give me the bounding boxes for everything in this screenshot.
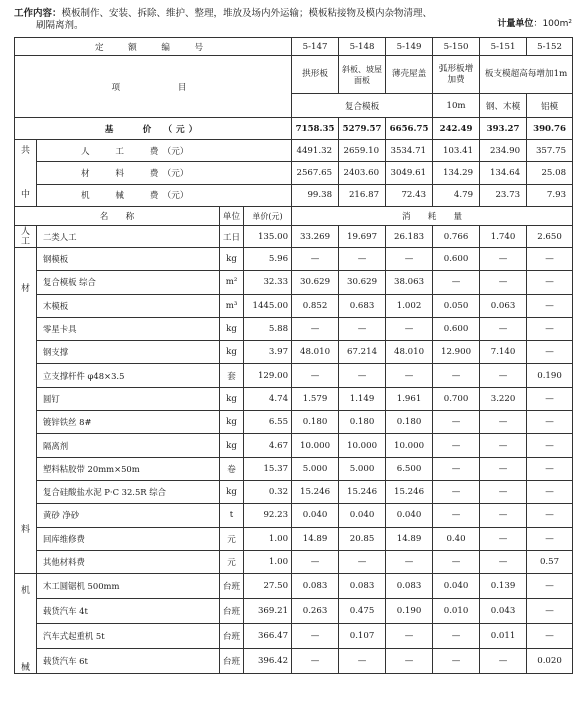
labor-row <box>15 226 573 248</box>
resource-unit: t <box>220 504 244 527</box>
resource-unit: 工日 <box>220 226 244 248</box>
consumption-value: — <box>433 649 480 674</box>
consumption-value: 0.139 <box>480 574 527 599</box>
resource-price: 3.97 <box>244 341 292 364</box>
cost-value: 357.75 <box>527 140 573 162</box>
base-price-label: 基 价 （元） <box>15 118 292 140</box>
category-char: 械 <box>20 663 30 674</box>
code-row <box>15 38 573 56</box>
cost-value: 72.43 <box>386 184 433 206</box>
code-cell: 5-148 <box>339 38 386 56</box>
resource-unit: kg <box>220 341 244 364</box>
spacer <box>17 162 34 184</box>
col-consume-header: 消 耗 量 <box>292 207 573 226</box>
resource-price: 135.00 <box>244 226 292 248</box>
resource-price: 32.33 <box>244 271 292 294</box>
resource-price: 4.74 <box>244 387 292 410</box>
consumption-value: 0.083 <box>292 574 339 599</box>
code-cell: 5-150 <box>433 38 480 56</box>
consumption-value: — <box>480 411 527 434</box>
resource-price: 1445.00 <box>244 294 292 317</box>
item-name: 弧形板增加费 <box>433 56 480 94</box>
materials-row <box>15 411 573 434</box>
resource-name: 木工圆锯机 500mm <box>37 574 220 599</box>
consumption-value: 0.600 <box>433 248 480 271</box>
consumption-value: — <box>480 364 527 387</box>
resource-price: 129.00 <box>244 364 292 387</box>
base-price: 6656.75 <box>386 118 433 140</box>
consumption-value: — <box>527 624 573 649</box>
base-price: 242.49 <box>433 118 480 140</box>
resource-price: 92.23 <box>244 504 292 527</box>
resource-unit: 卷 <box>220 457 244 480</box>
machines-category <box>15 574 37 674</box>
resource-unit: 台班 <box>220 649 244 674</box>
consumption-value: 1.961 <box>386 387 433 410</box>
consumption-value: — <box>433 550 480 573</box>
consumption-value: 30.629 <box>339 271 386 294</box>
consumption-value: 0.190 <box>386 599 433 624</box>
cost-value: 3534.71 <box>386 140 433 162</box>
resource-unit: m² <box>220 271 244 294</box>
resource-name: 载货汽车 4t <box>37 599 220 624</box>
consumption-value: 7.140 <box>480 341 527 364</box>
consumption-value: — <box>527 294 573 317</box>
materials-category <box>15 248 37 574</box>
materials-row <box>15 317 573 340</box>
cost-value: 7.93 <box>527 184 573 206</box>
consumption-value: — <box>527 527 573 550</box>
resource-name: 钢支撑 <box>37 341 220 364</box>
materials-row <box>15 248 573 271</box>
resource-name: 圆钉 <box>37 387 220 410</box>
unit-value: 100m² <box>542 19 572 29</box>
consumption-value: 5.000 <box>339 457 386 480</box>
consumption-value: 1.740 <box>480 226 527 248</box>
consumption-value: 26.183 <box>386 226 433 248</box>
resource-unit: 台班 <box>220 574 244 599</box>
item-name: 板支模超高每增加1m <box>480 56 573 94</box>
col-unit-header: 单位 <box>220 207 244 226</box>
cost-value: 2659.10 <box>339 140 386 162</box>
base-price: 393.27 <box>480 118 527 140</box>
resource-name: 隔离剂 <box>37 434 220 457</box>
consumption-value: 0.766 <box>433 226 480 248</box>
resource-name: 木模板 <box>37 294 220 317</box>
sub-10m: 10m <box>433 94 480 118</box>
machines-row <box>15 624 573 649</box>
materials-row <box>15 387 573 410</box>
resource-price: 1.00 <box>244 527 292 550</box>
consumption-value: 10.000 <box>339 434 386 457</box>
consumption-value: — <box>527 457 573 480</box>
resource-name: 复合硅酸盐水泥 P·C 32.5R 综合 <box>37 480 220 503</box>
cost-row <box>15 184 573 206</box>
item-name: 斜板、坡屋面板 <box>339 56 386 94</box>
consumption-value: — <box>433 411 480 434</box>
consumption-value: — <box>527 271 573 294</box>
resource-unit: kg <box>220 480 244 503</box>
materials-row <box>15 480 573 503</box>
consumption-value: 1.579 <box>292 387 339 410</box>
resource-header-row <box>15 207 573 226</box>
consumption-value: — <box>527 504 573 527</box>
consumption-value: 6.500 <box>386 457 433 480</box>
consumption-value: 48.010 <box>292 341 339 364</box>
col-price-header: 单价(元) <box>244 207 292 226</box>
resource-price: 0.32 <box>244 480 292 503</box>
materials-row <box>15 550 573 573</box>
consumption-value: 38.063 <box>386 271 433 294</box>
cost-value: 4.79 <box>433 184 480 206</box>
resource-unit: kg <box>220 434 244 457</box>
consumption-value: — <box>339 317 386 340</box>
consumption-value: — <box>480 271 527 294</box>
resource-name: 二类人工 <box>37 226 220 248</box>
consumption-value: — <box>527 411 573 434</box>
consumption-value: 0.011 <box>480 624 527 649</box>
consumption-value: 67.214 <box>339 341 386 364</box>
cost-value: 3049.61 <box>386 162 433 184</box>
consumption-value: — <box>527 387 573 410</box>
code-cell: 5-149 <box>386 38 433 56</box>
header <box>14 8 574 32</box>
colon: ： <box>52 8 62 19</box>
resource-price: 1.00 <box>244 550 292 573</box>
consumption-value: — <box>386 364 433 387</box>
consumption-value: — <box>386 649 433 674</box>
unit-label: 计量单位 <box>497 19 534 29</box>
consumption-value: — <box>292 624 339 649</box>
cost-value: 4491.32 <box>292 140 339 162</box>
materials-row <box>15 457 573 480</box>
resource-price: 15.37 <box>244 457 292 480</box>
cost-label: 人 工 费 （元） <box>37 140 292 162</box>
consumption-value: — <box>292 317 339 340</box>
code-cell: 5-147 <box>292 38 339 56</box>
resource-unit: 台班 <box>220 599 244 624</box>
of-which-char: 中 <box>20 190 30 200</box>
cost-row <box>15 140 573 162</box>
consumption-value: 10.000 <box>292 434 339 457</box>
quota-table <box>14 37 573 674</box>
consumption-value: 0.040 <box>386 504 433 527</box>
consumption-value: 0.040 <box>433 574 480 599</box>
consumption-value: 5.000 <box>292 457 339 480</box>
consumption-value: — <box>433 480 480 503</box>
resource-unit: kg <box>220 387 244 410</box>
cost-value: 2403.60 <box>339 162 386 184</box>
item-name: 拱形板 <box>292 56 339 94</box>
consumption-value: — <box>480 480 527 503</box>
consumption-value: — <box>433 271 480 294</box>
consumption-value: 0.180 <box>386 411 433 434</box>
resource-name: 汽车式起重机 5t <box>37 624 220 649</box>
resource-unit: 套 <box>220 364 244 387</box>
work-content-text: 模板制作、安装、拆除、维护、整理，堆放及场内外运输；模板粘接物及模内杂物清理、 <box>61 8 433 19</box>
consumption-value: — <box>339 550 386 573</box>
resource-unit: 台班 <box>220 624 244 649</box>
cost-value: 103.41 <box>433 140 480 162</box>
work-content-label: 工作内容 <box>14 8 53 19</box>
consumption-value: 0.010 <box>433 599 480 624</box>
consumption-value: 15.246 <box>386 480 433 503</box>
consumption-value: 2.650 <box>527 226 573 248</box>
cost-value: 2567.65 <box>292 162 339 184</box>
cost-value: 216.87 <box>339 184 386 206</box>
consumption-value: 0.57 <box>527 550 573 573</box>
consumption-value: 48.010 <box>386 341 433 364</box>
consumption-value: 0.475 <box>339 599 386 624</box>
cost-value: 99.38 <box>292 184 339 206</box>
resource-unit: 元 <box>220 550 244 573</box>
base-price: 7158.35 <box>292 118 339 140</box>
consumption-value: — <box>339 649 386 674</box>
consumption-value: 0.063 <box>480 294 527 317</box>
consumption-value: 3.220 <box>480 387 527 410</box>
consumption-value: — <box>386 317 433 340</box>
consumption-value: 0.180 <box>339 411 386 434</box>
materials-row <box>15 527 573 550</box>
consumption-value: 12.900 <box>433 341 480 364</box>
consumption-value: — <box>433 504 480 527</box>
sub-steel-wood: 钢、木模 <box>480 94 527 118</box>
cost-value: 23.73 <box>480 184 527 206</box>
category-char: 材 <box>20 284 30 294</box>
resource-price: 369.21 <box>244 599 292 624</box>
resource-unit: kg <box>220 317 244 340</box>
code-label: 定 额 编 号 <box>15 38 292 56</box>
resource-unit: 元 <box>220 527 244 550</box>
cost-value: 134.29 <box>433 162 480 184</box>
consumption-value: 0.020 <box>527 649 573 674</box>
consumption-value: 33.269 <box>292 226 339 248</box>
col-name-header: 名 称 <box>15 207 220 226</box>
materials-row <box>15 271 573 294</box>
resource-price: 5.96 <box>244 248 292 271</box>
consumption-value: 0.600 <box>433 317 480 340</box>
resource-name: 回库维修费 <box>37 527 220 550</box>
consumption-value: — <box>527 434 573 457</box>
consumption-value: 0.180 <box>292 411 339 434</box>
consumption-value: 30.629 <box>292 271 339 294</box>
labor-category: 人工 <box>15 226 37 248</box>
cost-value: 134.64 <box>480 162 527 184</box>
consumption-value: — <box>433 457 480 480</box>
consumption-value: 0.852 <box>292 294 339 317</box>
consumption-value: 1.002 <box>386 294 433 317</box>
consumption-value: — <box>433 434 480 457</box>
category-char: 机 <box>20 586 30 597</box>
machines-row <box>15 649 573 674</box>
cost-value: 25.08 <box>527 162 573 184</box>
item-row <box>15 56 573 94</box>
consumption-value: 15.246 <box>339 480 386 503</box>
item-name: 薄壳屋盖 <box>386 56 433 94</box>
resource-unit: kg <box>220 411 244 434</box>
consumption-value: — <box>480 550 527 573</box>
base-price-row <box>15 118 573 140</box>
cost-label: 材 料 费 （元） <box>37 162 292 184</box>
machines-row <box>15 599 573 624</box>
consumption-value: — <box>433 364 480 387</box>
consumption-value: 0.40 <box>433 527 480 550</box>
resource-name: 镀锌铁丝 8# <box>37 411 220 434</box>
resource-name: 其他材料费 <box>37 550 220 573</box>
resource-name: 载货汽车 6t <box>37 649 220 674</box>
resource-name: 塑料粘胶带 20mm×50m <box>37 457 220 480</box>
resource-name: 黄砂 净砂 <box>37 504 220 527</box>
consumption-value: 0.263 <box>292 599 339 624</box>
consumption-value: — <box>480 248 527 271</box>
resource-unit: m³ <box>220 294 244 317</box>
materials-row <box>15 364 573 387</box>
consumption-value: 0.683 <box>339 294 386 317</box>
consumption-value: 0.040 <box>339 504 386 527</box>
resource-name: 零星卡具 <box>37 317 220 340</box>
consumption-value: 0.700 <box>433 387 480 410</box>
materials-row <box>15 434 573 457</box>
resource-name: 复合模板 综合 <box>37 271 220 294</box>
consumption-value: 15.246 <box>292 480 339 503</box>
materials-row <box>15 294 573 317</box>
consumption-value: 14.89 <box>386 527 433 550</box>
consumption-value: 0.083 <box>339 574 386 599</box>
consumption-value: — <box>292 248 339 271</box>
resource-unit: kg <box>220 248 244 271</box>
resource-name: 钢模板 <box>37 248 220 271</box>
consumption-value: — <box>433 624 480 649</box>
consumption-value: — <box>339 364 386 387</box>
consumption-value: 0.040 <box>292 504 339 527</box>
consumption-value: — <box>386 550 433 573</box>
consumption-value: — <box>527 574 573 599</box>
consumption-value: — <box>480 504 527 527</box>
of-which-char: 共 <box>20 146 30 156</box>
consumption-value: — <box>480 317 527 340</box>
work-content <box>14 8 574 20</box>
consumption-value: — <box>339 248 386 271</box>
code-cell: 5-151 <box>480 38 527 56</box>
measurement-unit: 计量单位：100m² <box>497 19 572 29</box>
consumption-value: — <box>480 457 527 480</box>
consumption-value: — <box>527 480 573 503</box>
consumption-value: — <box>386 624 433 649</box>
consumption-value: 14.89 <box>292 527 339 550</box>
consumption-value: — <box>292 550 339 573</box>
category-char: 料 <box>20 525 30 535</box>
consumption-value: 0.107 <box>339 624 386 649</box>
work-content-line2: 刷隔离剂。 <box>36 20 84 31</box>
consumption-value: — <box>527 599 573 624</box>
resource-price: 366.47 <box>244 624 292 649</box>
resource-price: 27.50 <box>244 574 292 599</box>
consumption-value: — <box>480 527 527 550</box>
consumption-value: 0.190 <box>527 364 573 387</box>
consumption-value: — <box>386 248 433 271</box>
cost-value: 234.90 <box>480 140 527 162</box>
materials-row <box>15 504 573 527</box>
consumption-value: — <box>292 364 339 387</box>
consumption-value: 1.149 <box>339 387 386 410</box>
resource-price: 5.88 <box>244 317 292 340</box>
consumption-value: 0.043 <box>480 599 527 624</box>
machines-row <box>15 574 573 599</box>
consumption-value: 0.083 <box>386 574 433 599</box>
consumption-value: — <box>480 649 527 674</box>
consumption-value: — <box>527 341 573 364</box>
item-label: 项 目 <box>15 56 292 118</box>
consumption-value: — <box>527 317 573 340</box>
consumption-value: 20.85 <box>339 527 386 550</box>
consumption-value: 10.000 <box>386 434 433 457</box>
sub-composite: 复合模板 <box>292 94 433 118</box>
of-which-label <box>15 140 37 207</box>
consumption-value: — <box>292 649 339 674</box>
consumption-value: — <box>527 248 573 271</box>
sub-alu: 铝模 <box>527 94 573 118</box>
materials-row <box>15 341 573 364</box>
consumption-value: 19.697 <box>339 226 386 248</box>
cost-row <box>15 162 573 184</box>
base-price: 390.76 <box>527 118 573 140</box>
code-cell: 5-152 <box>527 38 573 56</box>
resource-price: 4.67 <box>244 434 292 457</box>
base-price: 5279.57 <box>339 118 386 140</box>
resource-price: 396.42 <box>244 649 292 674</box>
resource-price: 6.55 <box>244 411 292 434</box>
resource-name: 立支撑杆件 φ48×3.5 <box>37 364 220 387</box>
consumption-value: — <box>480 434 527 457</box>
cost-label: 机 械 费 （元） <box>37 184 292 206</box>
consumption-value: 0.050 <box>433 294 480 317</box>
